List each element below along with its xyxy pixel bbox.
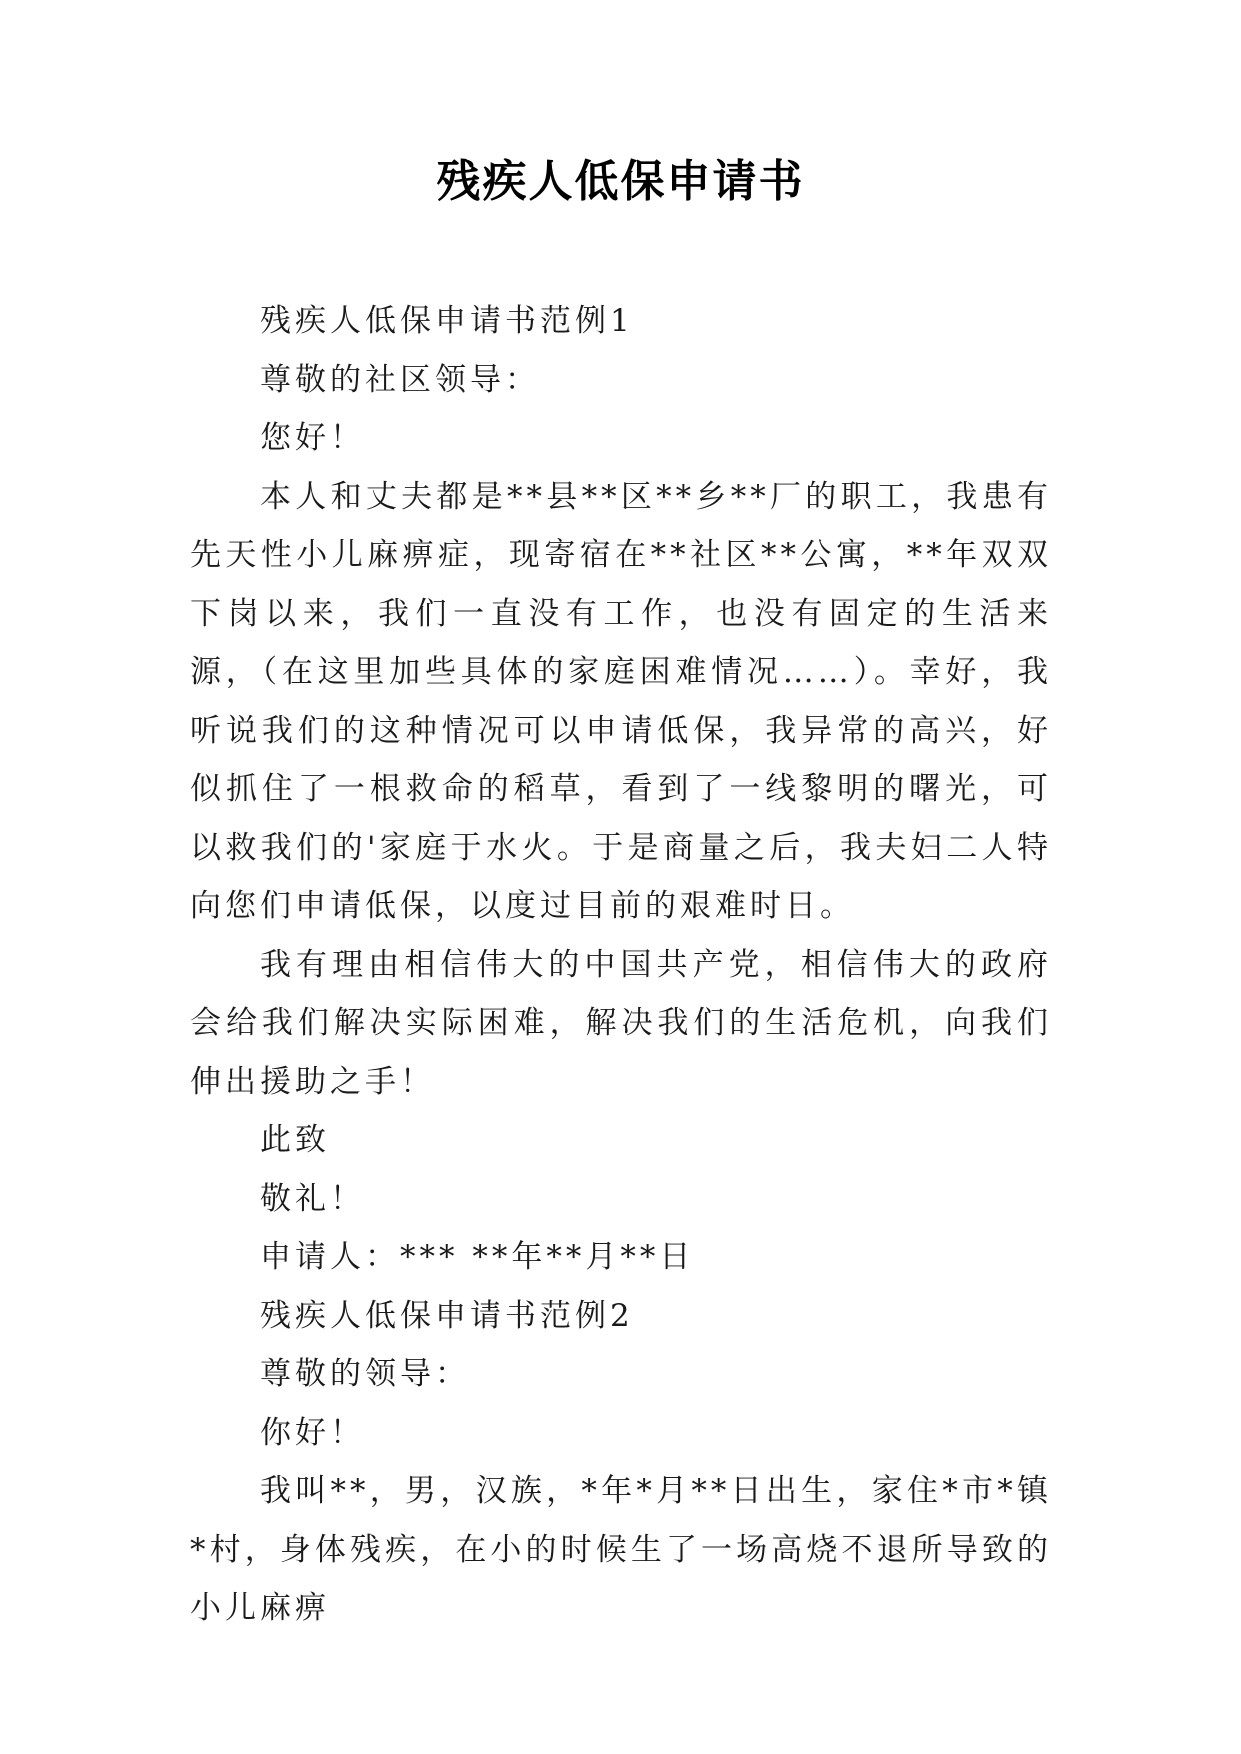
section-heading-example-2: 残疾人低保申请书范例2	[260, 1297, 634, 1334]
salutation: 尊敬的社区领导：	[260, 361, 540, 398]
body-paragraph: 我叫**，男，汉族，*年*月**日出生，家住*市*镇*村，身体残疾，在小的时候生了一场高烧不退所导致的小儿麻痹	[190, 1473, 1052, 1626]
applicant-signature-line: 申请人：*** **年**月**日	[260, 1239, 695, 1275]
section-heading-example-1: 残疾人低保申请书范例1	[260, 303, 634, 339]
closing-phrase: 此致	[260, 1122, 330, 1158]
closing-salute: 敬礼！	[260, 1180, 365, 1217]
body-paragraph: 我有理由相信伟大的中国共产党，相信伟大的政府会给我们解决实际困难，解决我们的生活危机，向我们伸出援助之手！	[190, 946, 1052, 1100]
document-body	[190, 292, 1052, 1638]
greeting: 你好！	[260, 1414, 365, 1451]
greeting: 您好！	[260, 420, 365, 456]
salutation: 尊敬的领导：	[260, 1356, 470, 1392]
document-title: 残疾人低保申请书	[436, 156, 805, 207]
body-paragraph: 本人和丈夫都是**县**区**乡**厂的职工，我患有先天性小儿麻痹症，现寄宿在**社区**公寓，**年双双下岗以来，我们一直没有工作，也没有固定的生活来源，（在这里加些具体的家庭困难情况……）。幸好，我听说我们的这种情况可以申请低保，我异常的高兴，好似抓住了一根救命的稻草，看到了一线黎明的曙光，可以救我们的'家庭于水火。于是商量之后，我夫妇二人特向您们申请低保，以度过目前的艰难时日。	[190, 478, 1052, 924]
